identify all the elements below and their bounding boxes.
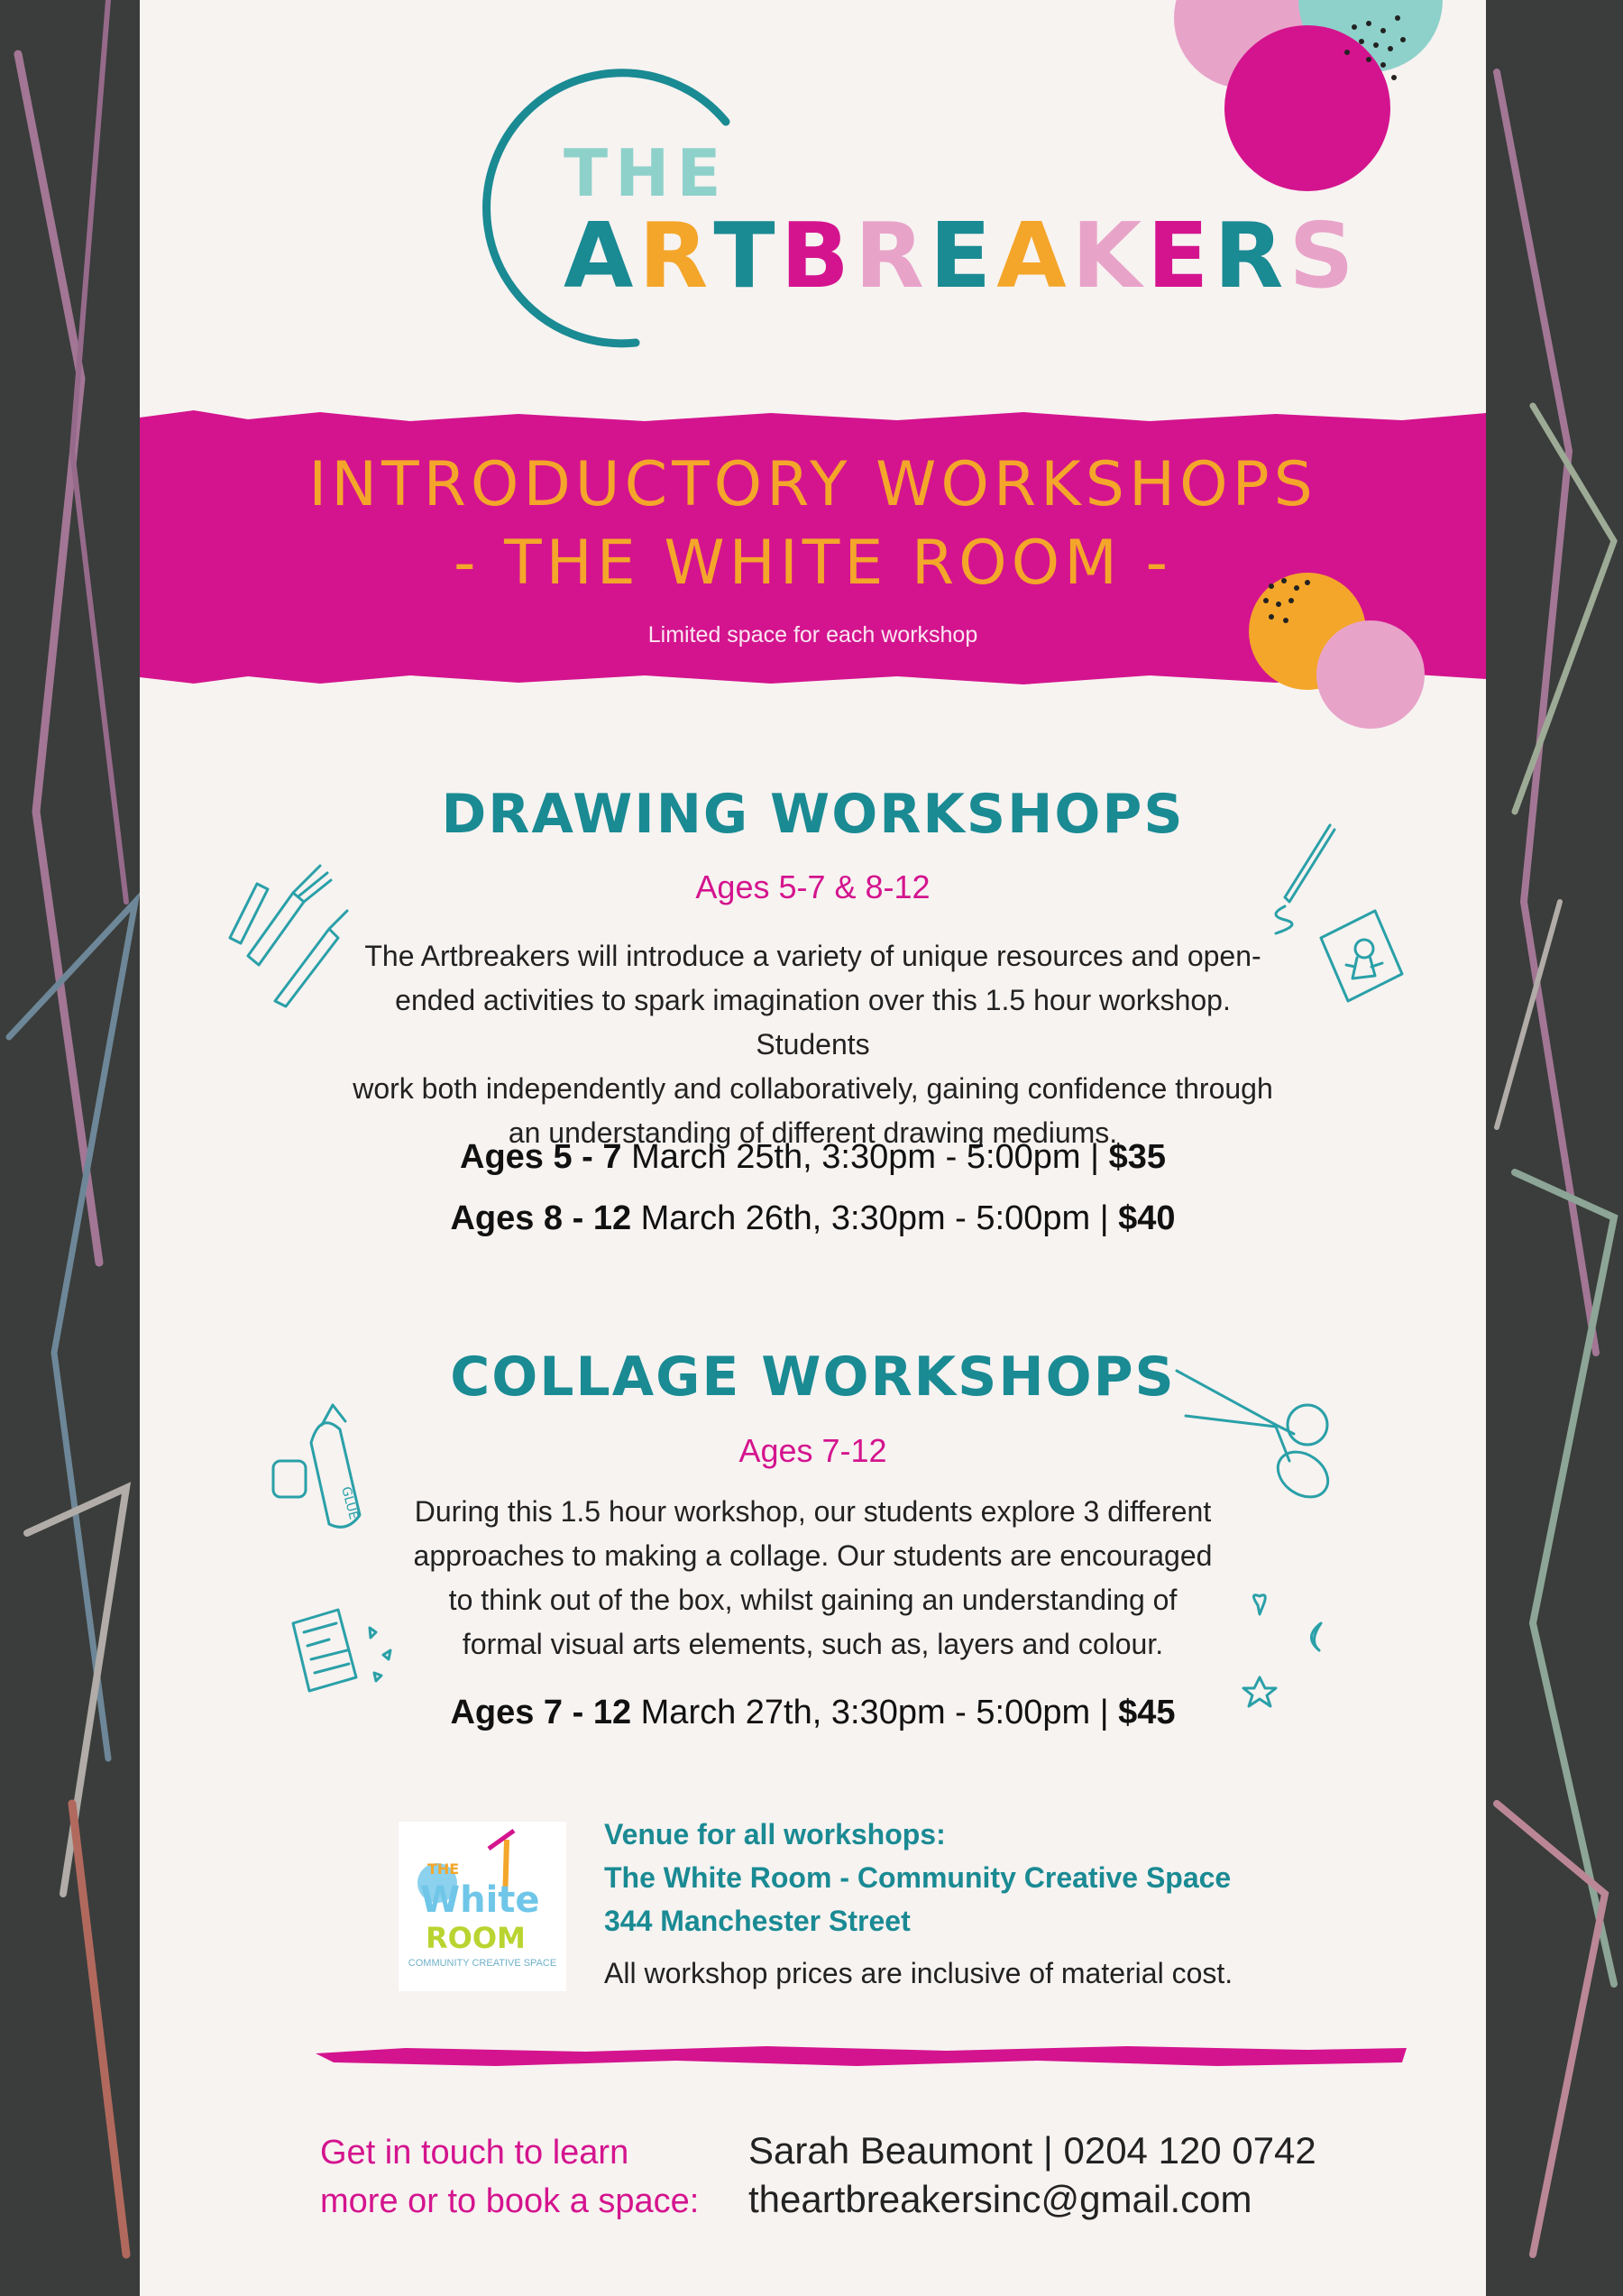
banner-title-line2: - THE WHITE ROOM - — [453, 528, 1173, 599]
white-room-logo-art — [399, 1822, 566, 1991]
logo-letter: T — [713, 203, 781, 308]
logo-letter: B — [780, 203, 855, 308]
logo-letter: E — [929, 203, 997, 308]
collage-description — [338, 1490, 1288, 1667]
collage-description-line: During this 1.5 hour workshop, our students explore 3 different — [414, 1495, 1212, 1528]
logo-letter: R — [638, 203, 714, 308]
banner-dots — [1244, 568, 1438, 739]
glue-stick-icon — [266, 1389, 392, 1533]
poster — [140, 0, 1486, 2296]
venue-heading: Venue for all workshops: — [604, 1818, 946, 1851]
contact-name: Sarah Beaumont — [748, 2129, 1033, 2172]
magazine-icon — [284, 1605, 410, 1704]
logo-letter: S — [1288, 203, 1360, 308]
collage-ages: Ages 7-12 — [738, 1432, 887, 1469]
session-price: $45 — [1118, 1694, 1176, 1731]
drawing-description — [338, 934, 1288, 1155]
drawing-description-line: The Artbreakers will introduce a variety of unique resources and open- — [364, 940, 1261, 972]
logo-the: THE — [564, 135, 729, 211]
venue-address: 344 Manchester Street — [604, 1905, 911, 1937]
contact-prompt-line2: more or to book a space: — [320, 2182, 700, 2220]
banner-subtitle: Limited space for each workshop — [647, 622, 978, 647]
logo-letter: K — [1071, 203, 1148, 308]
session-when: March 25th, 3:30pm - 5:00pm — [631, 1138, 1081, 1176]
session-sep: | — [1090, 1138, 1100, 1176]
drawing-session-1 — [140, 1138, 1486, 1177]
banner-title-line1: INTRODUCTORY WORKSHOPS — [308, 449, 1317, 520]
collage-description-line: formal visual arts elements, such as, layers and colour. — [462, 1628, 1164, 1660]
logo-letter: R — [854, 203, 930, 308]
sketch-card-icon — [1312, 902, 1411, 1010]
drawing-description-line: an understanding of different drawing mediums. — [508, 1116, 1118, 1149]
session-price: $40 — [1118, 1199, 1176, 1237]
white-room-logo — [399, 1822, 566, 1991]
drawing-description-line: work both independently and collaboratively, gaining confidence through — [353, 1072, 1273, 1105]
contact-prompt — [320, 2128, 699, 2226]
venue-name: The White Room - Community Creative Space — [604, 1861, 1232, 1894]
session-when: March 26th, 3:30pm - 5:00pm — [640, 1199, 1091, 1237]
logo-letter: A — [996, 203, 1072, 308]
glue-label: GLUE — [338, 1484, 362, 1521]
brushes-icon — [221, 839, 356, 1010]
contact-name-phone — [748, 2126, 1316, 2175]
contact-sep: | — [1042, 2129, 1053, 2172]
logo-letter: R — [1214, 203, 1289, 308]
logo-wordmark — [564, 203, 1359, 308]
session-ages: Ages 8 - 12 — [450, 1199, 632, 1237]
logo-letter: A — [564, 203, 639, 308]
session-sep: | — [1099, 1199, 1109, 1237]
drawing-description-line: ended activities to spark imagination over this 1.5 hour workshop. Students — [395, 984, 1231, 1061]
collage-title: COLLAGE WORKSHOPS — [450, 1345, 1176, 1409]
white-room-white: White — [420, 1879, 540, 1921]
brush-divider — [316, 2043, 1407, 2070]
session-sep: | — [1099, 1694, 1109, 1731]
shapes-icon — [1240, 1587, 1348, 1713]
decorative-dots — [1109, 0, 1486, 198]
drawing-title: DRAWING WORKSHOPS — [441, 783, 1185, 846]
session-ages: Ages 5 - 7 — [460, 1138, 622, 1176]
white-room-the: THE — [427, 1860, 460, 1878]
contact-phone[interactable]: 0204 120 0742 — [1063, 2129, 1316, 2172]
white-room-caption: COMMUNITY CREATIVE SPACE — [408, 1958, 557, 1969]
venue-note: All workshop prices are inclusive of material cost. — [604, 1957, 1233, 1989]
collage-description-line: to think out of the box, whilst gaining an understanding of — [448, 1584, 1178, 1616]
contact-email[interactable]: theartbreakersinc@gmail.com — [748, 2178, 1252, 2220]
collage-description-line: approaches to making a collage. Our students are encouraged — [413, 1539, 1213, 1572]
session-ages: Ages 7 - 12 — [450, 1694, 632, 1731]
drawing-ages: Ages 5-7 & 8-12 — [695, 868, 931, 905]
white-room-room: ROOM — [426, 1921, 526, 1955]
contact-details — [748, 2126, 1316, 2224]
drawing-session-2 — [140, 1199, 1486, 1238]
session-when: March 27th, 3:30pm - 5:00pm — [640, 1694, 1091, 1731]
logo-letter: E — [1147, 203, 1215, 308]
session-price: $35 — [1108, 1138, 1166, 1176]
scissors-icon — [1168, 1362, 1357, 1506]
contact-prompt-line1: Get in touch to learn — [320, 2134, 629, 2172]
